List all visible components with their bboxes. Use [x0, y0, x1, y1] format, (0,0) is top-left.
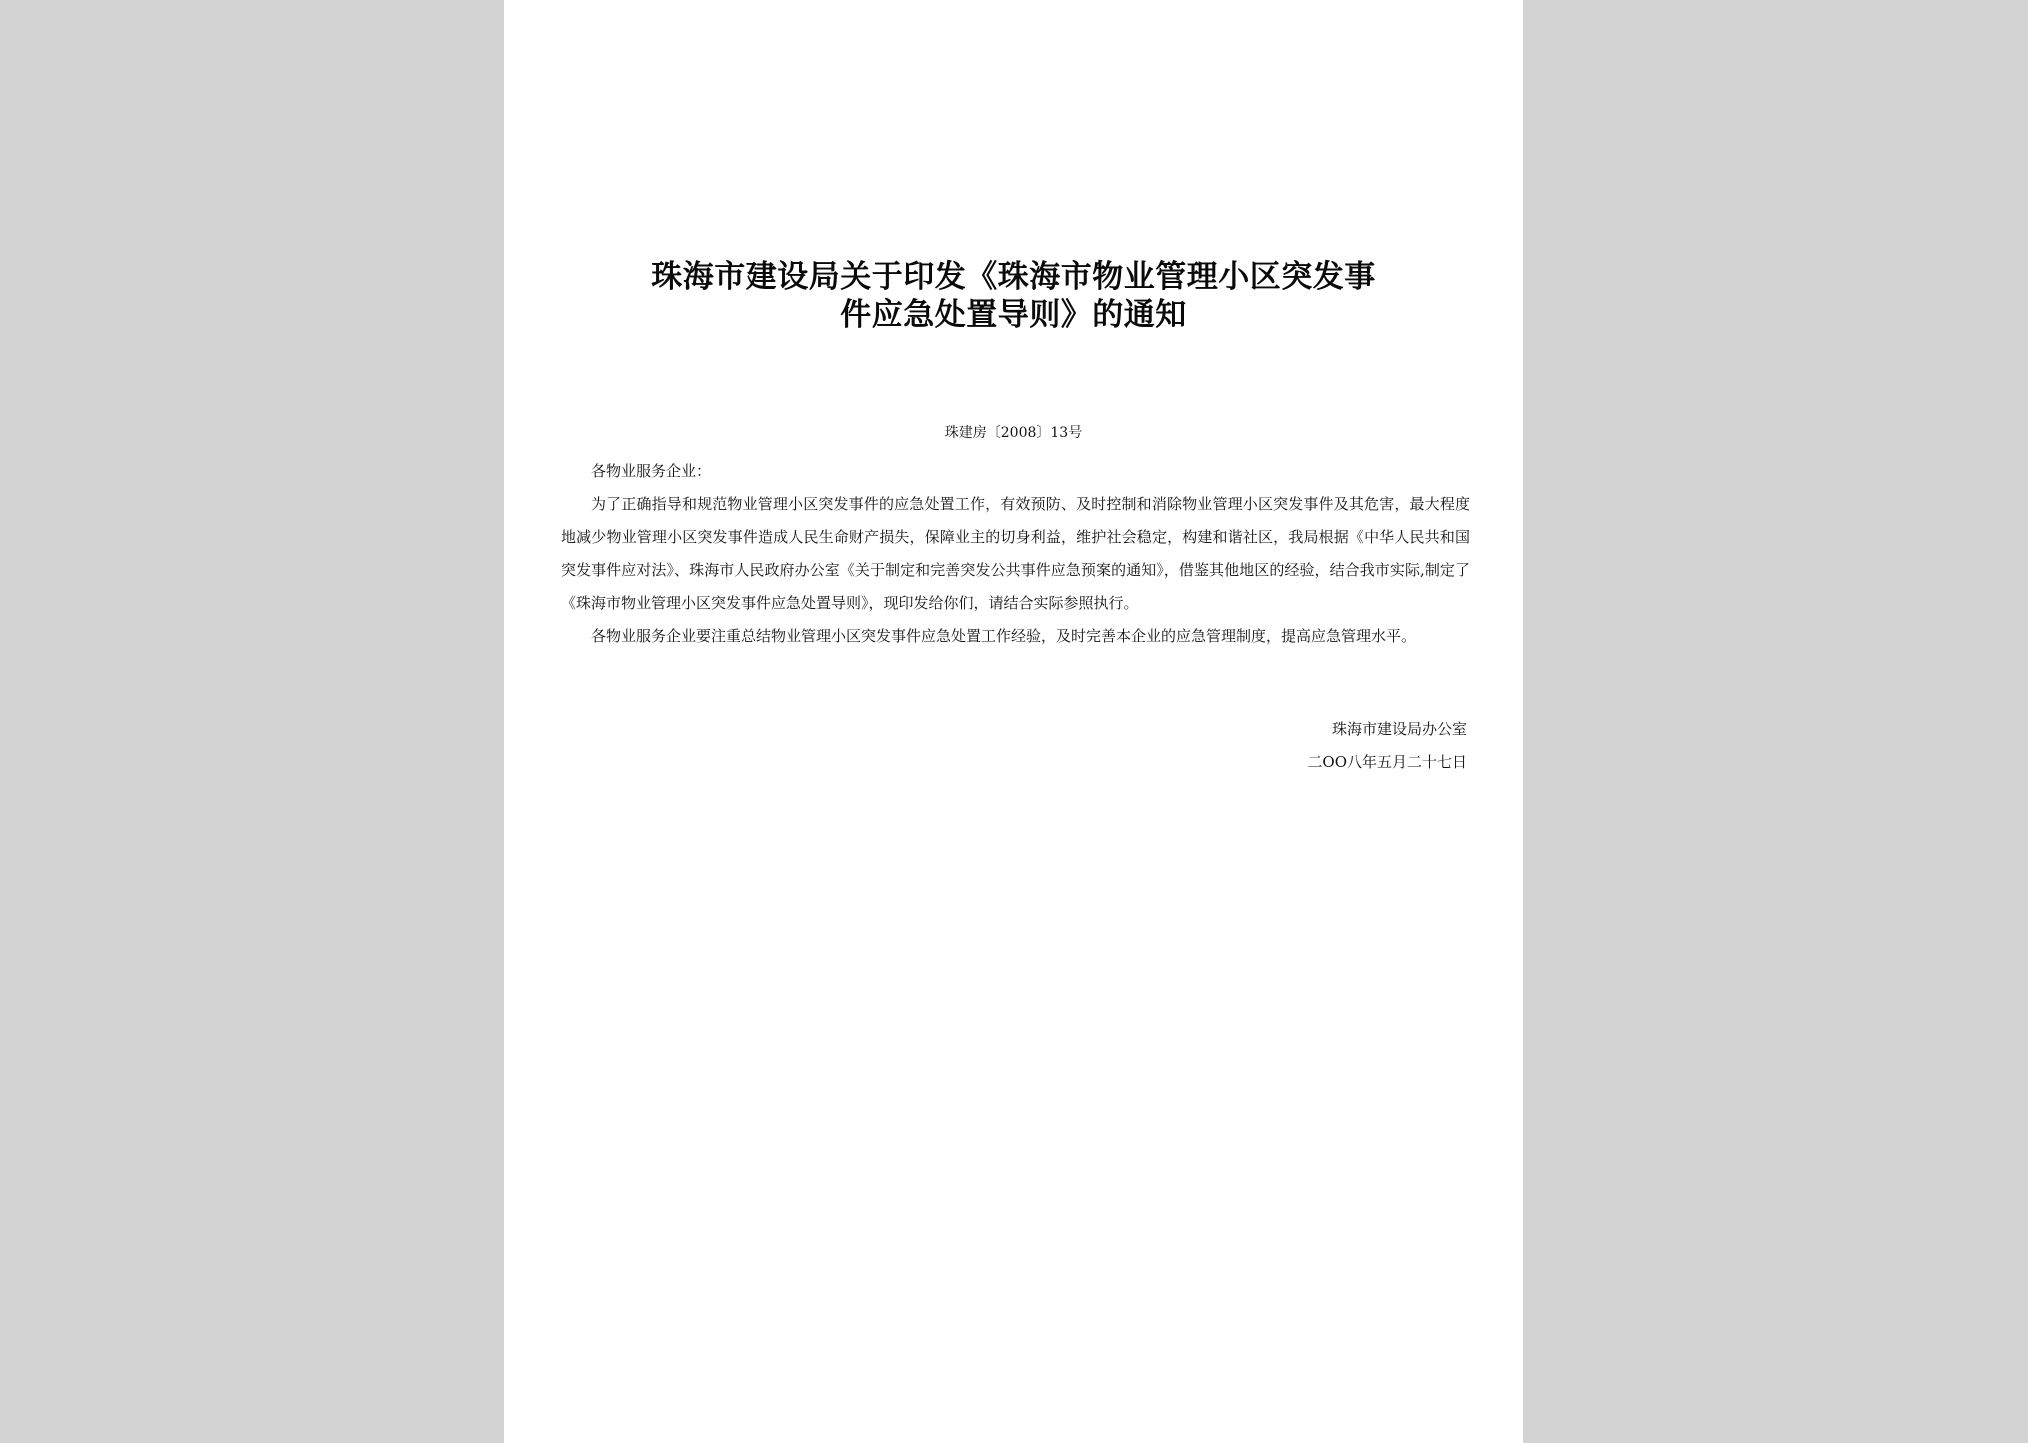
document-number: 珠建房〔2008〕13号: [944, 425, 1083, 441]
issue-date: 二OO八年五月二十七日: [1307, 753, 1467, 771]
document-body: [561, 455, 1470, 653]
body-paragraph-1: 为了正确指导和规范物业管理小区突发事件的应急处置工作，有效预防、及时控制和消除物业管理小区突发事件及其危害，最大程度地减少物业管理小区突发事件造成人民生命财产损失，保障业主的切身利益，维护社会稳定，构建和谐社区，我局根据《中华人民共和国突发事件应对法》、珠海市人民政府办公室《关于制定和完善突发公共事件应急预案的通知》，借鉴其他地区的经验，结合我市实际,制定了《珠海市物业管理小区突发事件应急处置导则》，现印发给你们，请结合实际参照执行。: [561, 495, 1470, 612]
body-paragraph-2: 各物业服务企业要注重总结物业管理小区突发事件应急处置工作经验，及时完善本企业的应急管理制度，提高应急管理水平。: [591, 627, 1417, 645]
document-title: [552, 258, 1475, 334]
signature-block: [504, 713, 1467, 779]
title-line-1: 珠海市建设局关于印发《珠海市物业管理小区突发事: [651, 259, 1376, 295]
salutation: 各物业服务企业：: [591, 462, 712, 480]
title-line-2: 件应急处置导则》的通知: [840, 297, 1187, 333]
issuer: 珠海市建设局办公室: [1331, 720, 1467, 738]
document-page: [504, 0, 1523, 1443]
